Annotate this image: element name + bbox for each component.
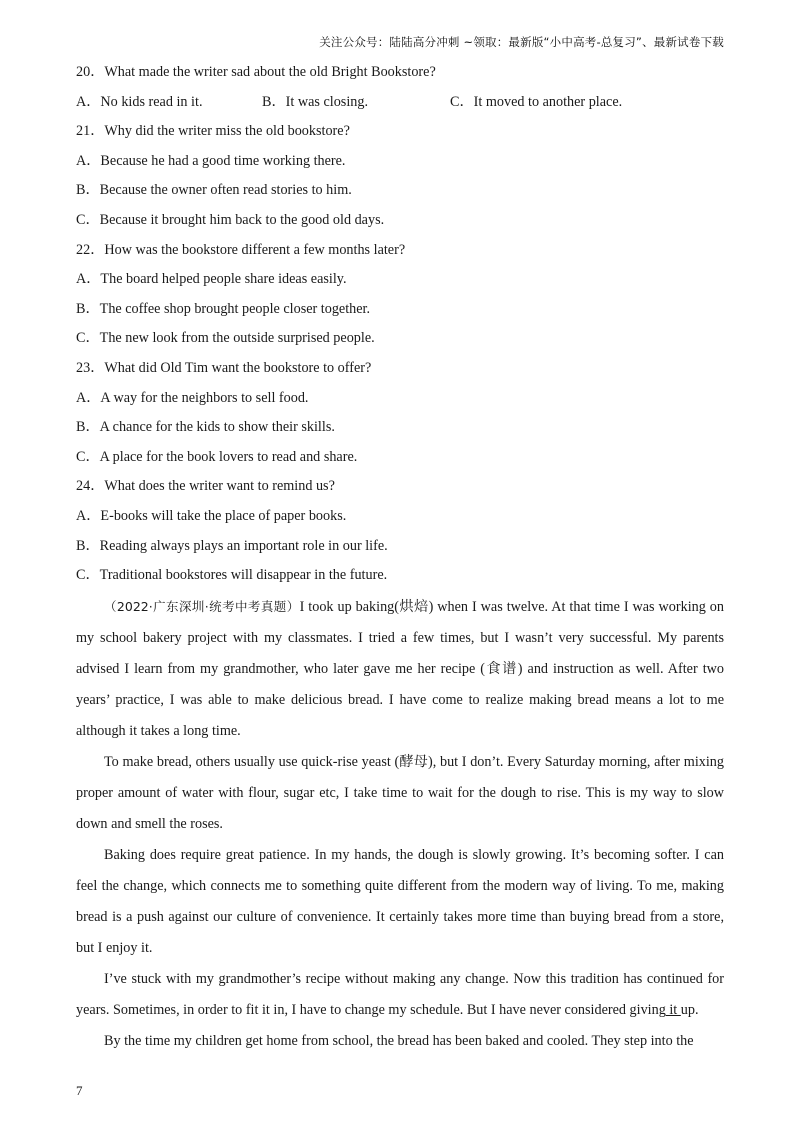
option-b: B．It was closing. [262, 93, 369, 110]
reading-passage [76, 591, 724, 1057]
question-stem: Why did the writer miss the old bookstore? [104, 123, 350, 140]
option-a: A．No kids read in it. [76, 93, 203, 110]
question-number: 24． [76, 478, 105, 495]
passage-paragraph-3: Baking does require great patience. In my hands, the dough is slowly growing. It’s becoming softer. I can feel the change, which connects me to something quite different from the modern way of living. To me, making bread is a push against our culture of convenience. It certainly takes more time than buying bread from a store, but I enjoy it. [76, 846, 724, 956]
question-23 [76, 354, 724, 384]
option-b: B．Because the owner often read stories to him. [76, 182, 352, 199]
paragraph-text: I’ve stuck with my grandmother’s recipe without making any change. Now this tradition has continued for years. Sometimes, in order to fit it in, I have to change my schedule. But I have never considered giving [76, 970, 724, 1018]
underlined-word: it [665, 1001, 681, 1018]
passage-paragraph-1 [76, 591, 724, 747]
option-a: A．Because he had a good time working there. [76, 152, 346, 169]
option-c: C．Because it brought him back to the good old days. [76, 211, 385, 228]
option-c: C．Traditional bookstores will disappear in the future. [76, 567, 388, 584]
page-header: 关注公众号：陆陆高分冲刺 ~领取：最新版“小中高考-总复习”、最新试卷下载 [319, 35, 724, 49]
question-number: 23． [76, 359, 105, 376]
question-22 [76, 236, 724, 266]
question-24 [76, 472, 724, 502]
question-stem: How was the bookstore different a few months later? [104, 241, 406, 258]
question-number: 20． [76, 64, 105, 80]
question-stem: What made the writer sad about the old Bright Bookstore? [104, 64, 436, 80]
page-content [76, 58, 724, 1057]
option-a: A．E-books will take the place of paper books. [76, 507, 347, 524]
option-b: B．A chance for the kids to show their skills. [76, 419, 335, 436]
option-b: B．The coffee shop brought people closer together. [76, 300, 371, 317]
question-number: 21． [76, 123, 105, 140]
option-c: C．It moved to another place. [450, 93, 623, 110]
question-21 [76, 117, 724, 147]
passage-paragraph-2: To make bread, others usually use quick-rise yeast (酵母), but I don’t. Every Saturday morning, after mixing proper amount of water with flour, sugar etc, I take time to wait for the dough to rise. This is my way to slow down and smell the roses. [76, 753, 724, 832]
page-number: 7 [76, 1083, 83, 1098]
question-20 [76, 58, 724, 88]
passage-paragraph-5: By the time my children get home from school, the bread has been baked and cooled. They step into the [104, 1032, 694, 1049]
option-a: A．A way for the neighbors to sell food. [76, 389, 309, 406]
option-c: C．The new look from the outside surprised people. [76, 330, 375, 347]
passage-paragraph-4 [76, 964, 724, 1026]
option-b: B．Reading always plays an important role in our life. [76, 537, 388, 554]
passage-source: （2022·广东深圳·统考中考真题） [104, 598, 300, 614]
question-20-options [76, 88, 724, 118]
paragraph-text-end: up. [680, 1001, 699, 1018]
question-number: 22． [76, 241, 105, 258]
paragraph-text: I took up baking(烘焙) when I was twelve. At that time I was working on my school bakery project with my classmates. I tried a few times, but I wasn’t very successful. My parents advised I learn from my grandmother, who later gave me her recipe (食谱) and instruction as well. After two years’ practice, I was able to make delicious bread. I have come to realize making bread means a lot to me although it takes a long time. [76, 598, 724, 739]
option-a: A．The board helped people share ideas easily. [76, 271, 347, 288]
question-stem: What did Old Tim want the bookstore to offer? [104, 359, 372, 376]
question-stem: What does the writer want to remind us? [104, 478, 335, 495]
option-c: C．A place for the book lovers to read and share. [76, 448, 358, 465]
